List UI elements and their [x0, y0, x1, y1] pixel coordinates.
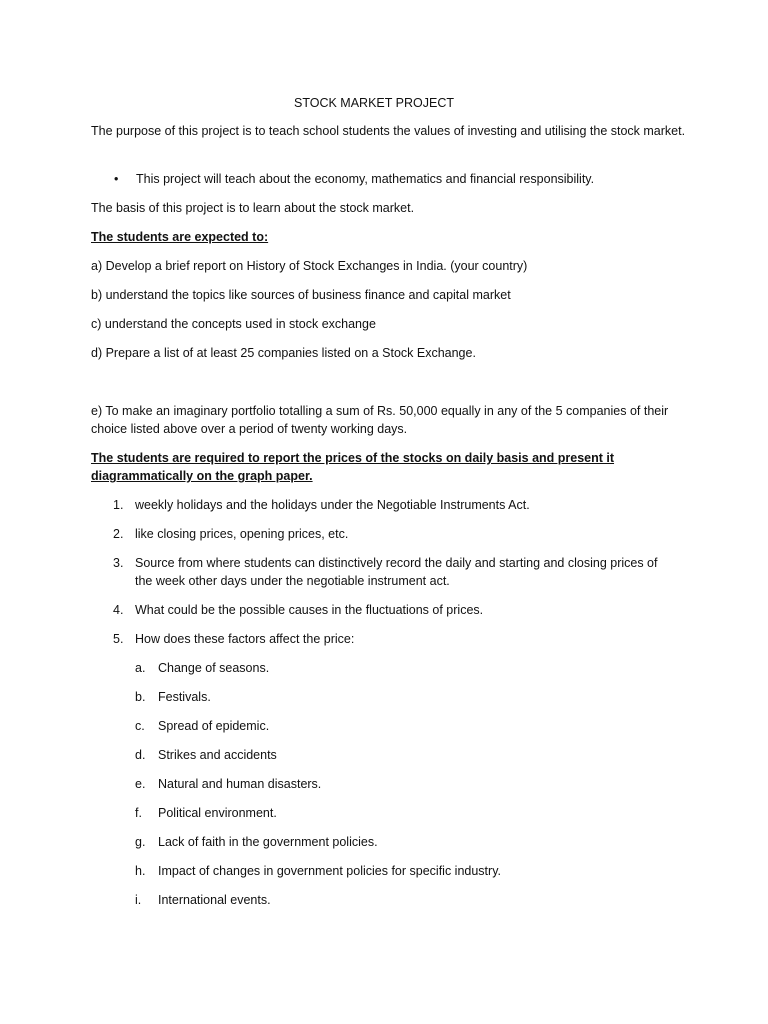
bullet-icon: • [114, 172, 119, 186]
expected-item-b: b) understand the topics like sources of business finance and capital market [91, 288, 511, 302]
list-item-text: weekly holidays and the holidays under the Negotiable Instruments Act. [135, 498, 530, 512]
list-item-text: like closing prices, opening prices, etc. [135, 527, 349, 541]
list-marker: 4. [113, 603, 124, 617]
purpose-paragraph: The purpose of this project is to teach school students the values of investing and utilising the stock market. [91, 124, 686, 138]
expected-heading: The students are expected to: [91, 230, 269, 244]
list-item-text: Change of seasons. [158, 661, 270, 675]
expected-item-a: a) Develop a brief report on History of Stock Exchanges in India. (your country) [91, 259, 528, 273]
list-item-text: Spread of epidemic. [158, 719, 270, 733]
list-marker: 2. [113, 527, 124, 541]
list-item-text: Strikes and accidents [158, 748, 277, 762]
basis-paragraph: The basis of this project is to learn about the stock market. [91, 201, 415, 215]
list-marker: c. [135, 719, 145, 733]
expected-item-c: c) understand the concepts used in stock exchange [91, 317, 376, 331]
report-heading: The students are required to report the prices of the stocks on daily basis and present it diagrammatically on the graph paper. [91, 451, 615, 483]
bullet-text: This project will teach about the economy, mathematics and financial responsibility. [136, 172, 595, 186]
list-marker: h. [135, 864, 146, 878]
expected-item-e: e) To make an imaginary portfolio totalling a sum of Rs. 50,000 equally in any of the 5 companies of their choice listed above over a period of twenty working days. [91, 404, 669, 436]
list-item-text: Source from where students can distinctively record the daily and starting and closing prices of the week other days under the negotiable instrument act. [135, 556, 658, 588]
list-item-text: Political environment. [158, 806, 277, 820]
list-marker: d. [135, 748, 146, 762]
list-marker: b. [135, 690, 146, 704]
list-marker: f. [135, 806, 142, 820]
list-item-text: Lack of faith in the government policies. [158, 835, 378, 849]
list-item-text: International events. [158, 893, 271, 907]
list-item-text: What could be the possible causes in the fluctuations of prices. [135, 603, 484, 617]
expected-item-d: d) Prepare a list of at least 25 companies listed on a Stock Exchange. [91, 346, 476, 360]
list-marker: g. [135, 835, 146, 849]
list-item-text: Impact of changes in government policies for specific industry. [158, 864, 501, 878]
list-marker: 3. [113, 556, 124, 570]
list-item-text: Festivals. [158, 690, 211, 704]
list-marker: i. [135, 893, 142, 907]
list-item-text: How does these factors affect the price: [135, 632, 355, 646]
list-marker: a. [135, 661, 146, 675]
list-marker: 5. [113, 632, 124, 646]
list-marker: 1. [113, 498, 124, 512]
list-item-text: Natural and human disasters. [158, 777, 322, 791]
page-title: STOCK MARKET PROJECT [294, 96, 454, 110]
list-marker: e. [135, 777, 146, 791]
